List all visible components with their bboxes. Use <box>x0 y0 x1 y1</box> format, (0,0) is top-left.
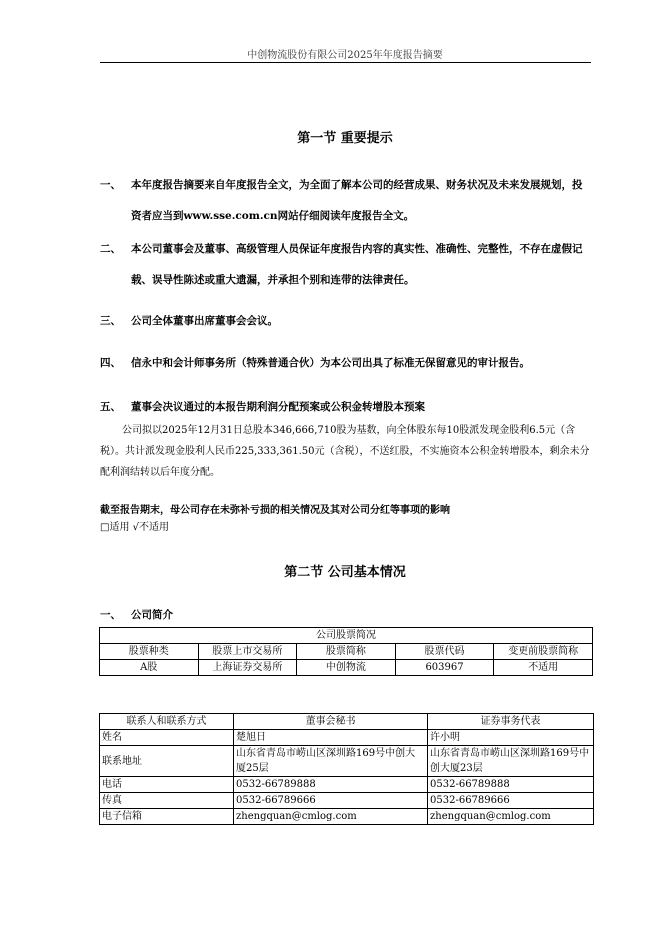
contact-label-cell: 电子信箱 <box>100 809 234 825</box>
contact-cell: 楚旭日 <box>234 730 428 746</box>
notice-item-3 <box>100 306 592 337</box>
stock-header-cell: 股票种类 <box>100 644 199 660</box>
header-divider <box>100 62 591 63</box>
stock-table-caption: 公司股票简况 <box>100 628 593 644</box>
company-profile-num: 一、 <box>100 609 121 621</box>
stock-header-cell: 变更前股票简称 <box>494 644 593 660</box>
contact-email-cell: zhengquan@cmlog.com <box>428 809 594 825</box>
contact-cell: 山东省青岛市崂山区深圳路169号中创大厦23层 <box>428 746 594 777</box>
table-row <box>100 660 593 676</box>
contact-label-cell: 电话 <box>100 777 234 793</box>
notice-item-3-text: 公司全体董事出席董事会会议。 <box>131 315 278 327</box>
stock-header-cell: 股票上市交易所 <box>198 644 297 660</box>
notice-item-5-text: 董事会决议通过的本报告期利润分配预案或公积金转增股本预案 <box>131 401 425 413</box>
notice-item-1-num: 一、 <box>100 179 121 191</box>
notice-item-4 <box>100 348 592 379</box>
section1-title: 第一节 重要提示 <box>297 131 393 146</box>
stock-cell: 上海证券交易所 <box>198 660 297 676</box>
notice-item-5 <box>100 392 592 423</box>
notice-item-4-num: 四、 <box>100 357 121 369</box>
table-row <box>100 714 594 730</box>
table-row <box>100 746 594 777</box>
table-row <box>100 809 594 825</box>
table-row <box>100 793 594 809</box>
loss-heading: 截至报告期末，母公司存在未弥补亏损的相关情况及其对公司分红等事项的影响 <box>100 505 450 516</box>
notice-item-1-text: 本年度报告摘要来自年度报告全文，为全面了解本公司的经营成果、财务状况及未来发展规划，投资者应当到www.sse.com.cn网站仔细阅读年度报告全文。 <box>131 179 583 222</box>
stock-info-table <box>99 627 593 676</box>
contact-header-cell: 联系人和联系方式 <box>100 714 234 730</box>
contact-label-cell: 姓名 <box>100 730 234 746</box>
contact-cell: 0532-66789888 <box>234 777 428 793</box>
contact-cell: 山东省青岛市崂山区深圳路169号中创大厦25层 <box>234 746 428 777</box>
contact-cell: 0532-66789666 <box>234 793 428 809</box>
table-row <box>100 730 594 746</box>
contact-email-cell: zhengquan@cmlog.com <box>234 809 428 825</box>
section2-title: 第二节 公司基本情况 <box>284 565 406 580</box>
notice-item-4-text: 信永中和会计师事务所（特殊普通合伙）为本公司出具了标准无保留意见的审计报告。 <box>131 357 530 369</box>
dividend-paragraph: 公司拟以2025年12月31日总股本346,666,710股为基数，向全体股东每10股派发现金股利6.5元（含税）。共计派发现金股利人民币225,333,361.50元（含税），不送红股，不实施资本公积金转增股本，剩余未分配利润结转以后年度分配。 <box>100 425 590 478</box>
stock-cell: 中创物流 <box>297 660 396 676</box>
page-header: 中创物流股份有限公司2025年年度报告摘要 <box>247 50 443 61</box>
stock-cell: 不适用 <box>494 660 593 676</box>
loss-applicability: □适用 √不适用 <box>100 522 169 533</box>
contact-info-table <box>99 713 594 825</box>
table-row <box>100 777 594 793</box>
contact-cell: 许小明 <box>428 730 594 746</box>
notice-item-3-num: 三、 <box>100 315 121 327</box>
notice-item-2 <box>100 234 592 296</box>
stock-header-cell: 股票简称 <box>297 644 396 660</box>
notice-item-2-text: 本公司董事会及董事、高级管理人员保证年度报告内容的真实性、准确性、完整性，不存在虚假记载、误导性陈述或重大遗漏，并承担个别和连带的法律责任。 <box>131 243 583 286</box>
notice-item-5-num: 五、 <box>100 401 121 413</box>
table-row <box>100 644 593 660</box>
notice-item-1 <box>100 170 592 232</box>
contact-label-cell: 联系地址 <box>100 746 234 777</box>
contact-cell: 0532-66789666 <box>428 793 594 809</box>
contact-header-cell: 证券事务代表 <box>428 714 594 730</box>
notice-item-2-num: 二、 <box>100 243 121 255</box>
company-profile-text: 公司简介 <box>131 609 173 621</box>
contact-header-cell: 董事会秘书 <box>234 714 428 730</box>
contact-label-cell: 传真 <box>100 793 234 809</box>
stock-header-cell: 股票代码 <box>395 644 494 660</box>
stock-cell: A股 <box>100 660 199 676</box>
stock-cell: 603967 <box>395 660 494 676</box>
contact-cell: 0532-66789888 <box>428 777 594 793</box>
